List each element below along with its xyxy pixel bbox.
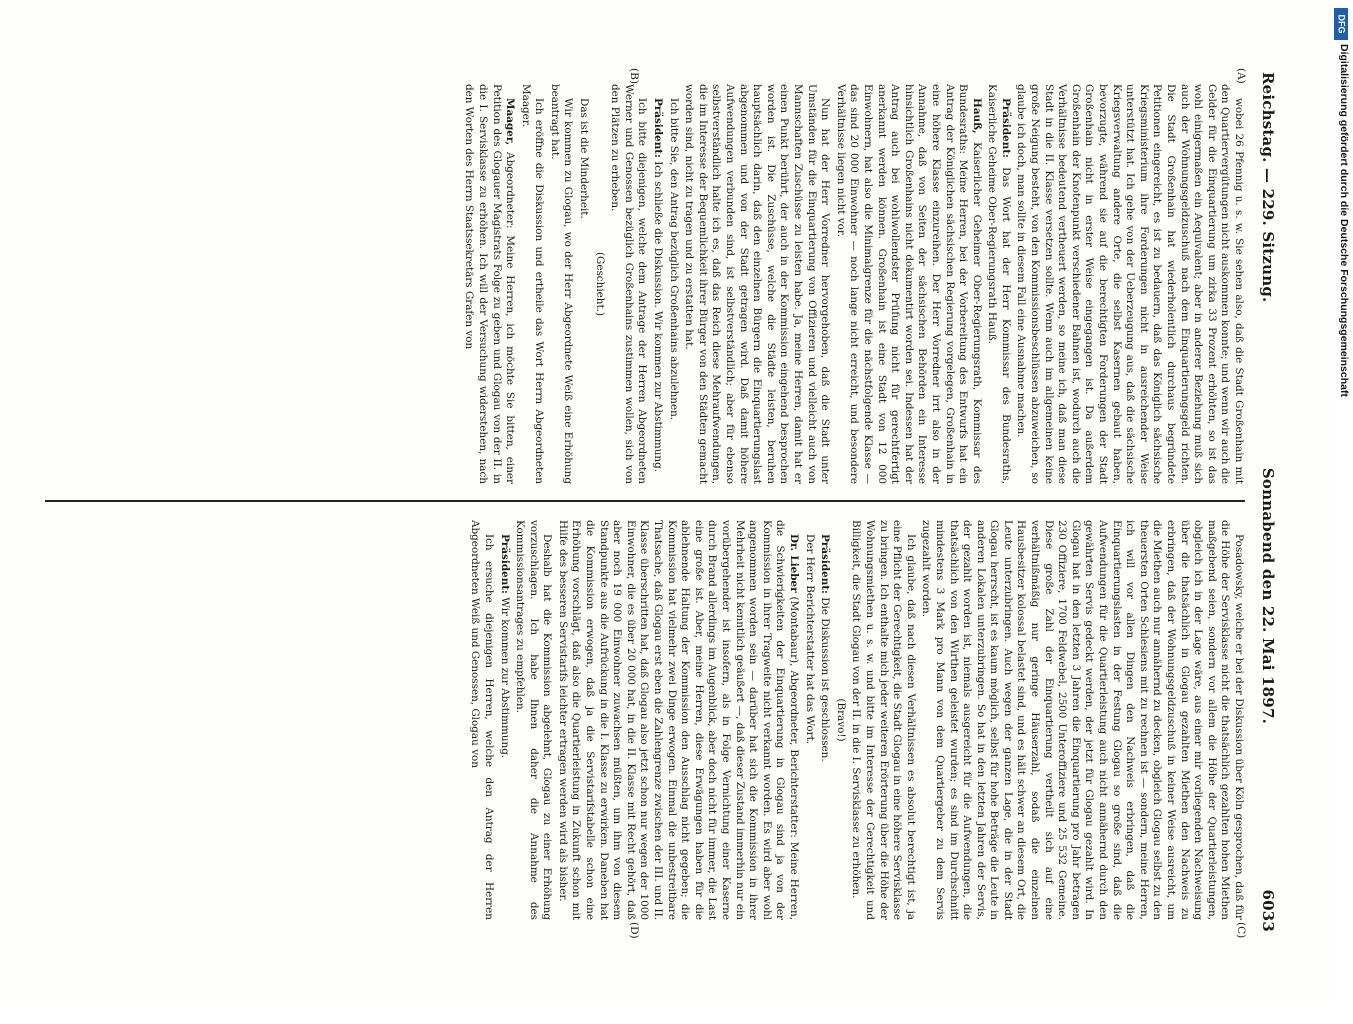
paragraph: Deshalb hat die Kommission abgelehnt, Glogau zu einer Erhöhung vorzuschlagen. Ich habe Ihnen daher die Annahme des Kommissionsantrages zu empfehlen. <box>514 520 554 920</box>
marker-c: (C) <box>1235 922 1247 939</box>
paragraph: Der Herr Berichterstatter hat das Wort. <box>803 534 816 745</box>
paragraph: Das ist die Minderheit. <box>578 98 591 219</box>
marker-b: (B) <box>628 68 640 84</box>
speech-text: Die Diskussion ist geschlossen. <box>819 593 832 762</box>
digitization-credit-bar <box>1330 0 1353 1000</box>
speaker-name: Hauß, <box>970 98 983 134</box>
speech-text: Wir kommen zur Abstimmung. <box>498 593 511 759</box>
digitization-credit: Digitalisierung gefördert durch die Deutsche Forschungsgemeinschaft <box>1338 44 1350 397</box>
speech-text: Abgeordneter: Meine Herren, ich möchte Sie bitten, einer Petition des Glogauer Magistrats Folge zu geben und Glogau von der II. in die I. Servisklasse zu erhöhen. Ich will der Versuchung widerstehen, nach den Worten des Herrn Staatssekretärs Grafen von <box>463 84 517 484</box>
speech-text: Ich schließe die Diskussion. Wir kommen zur Abstimmung. <box>652 157 665 473</box>
stage-direction: (Bravo!) <box>834 698 847 742</box>
paragraph: Wir kommen zu Glogau, wo der Herr Abgeordnete Weiß eine Erhöhung beantragt hat. <box>548 84 575 484</box>
paragraph <box>985 84 1012 484</box>
paragraph: Ich eröffne die Diskussion und ertheile das Wort Herrn Abgeordneten Maager. <box>519 84 546 484</box>
paragraph: wobei 26 Pfennig u. s. w. Sie sehen also, daß die Stadt Großenhain mit den Quartiervergütungen nicht auskommen konnte; und wenn wir auch die Gelder für die Einquartierung um zirka 33 Prozent erhöhten, so ist das wohl einigermaßen ein Aequivalent; aber in anderer Beziehung muß sich auch der Wohnungsgeldzuschuß nach dem Einquartierungsgeld richten. Die Stadt Großenhain hat wiederholentlich durchaus begründete Petitionen eingereicht, es ist zu bedauern, daß das Königlich sächsische Kriegsministerium ihre Forderungen nicht in ausreichender Weise unterstützt hat. Ich gehe von der Ueberzeugung aus, daß die sächsische Kriegsverwaltung andere Orte, die selbst Kasernen gebaut haben, bevorzugte, während sie auf die berechtigten Forderungen der Stadt Großenhain nicht in erster Weise eingegangen ist. Da außerdem Großenhain der Knotenpunkt verschiedener Bahnen ist, wodurch auch die Verhältnisse bedeutend vertheuert werden, so meine ich, daß man diese Stadt in die II. Klasse versetzen sollte. Wenn auch im allgemeinen keine große Neigung besteht, von den Kommissionsbeschlüssen abzuweichen, so glaube ich doch, man sollte in diesem Fall eine Ausnahme machen. <box>1015 84 1245 484</box>
marker-d: (D) <box>628 922 640 939</box>
speaker-name: Präsident: <box>498 534 511 594</box>
speaker-name: Präsident: <box>819 534 832 594</box>
paragraph <box>818 520 832 920</box>
paragraph <box>497 520 511 920</box>
paragraph: Posadowsky, welche er bei der Diskussion über Köln gesprochen, daß für die Höhe der Servisklasse nicht die thatsächlich gezahlten hohen Miethen maßgebend seien, sondern vor allem die Höhe der Quartierleistungen, obgleich ich in der Lage wäre, aus einer mir vorliegenden Nachweisung über die thatsächlich in Glogau gezahlten Miethen den Nachweis zu erbringen, daß der Wohnungsgeldzuschuß in keiner Weise ausreicht, um die Miethen auch nur annähernd zu decken, obgleich Glogau selbst zu den theuersten Orten Schlesiens mit zu rechnen ist — sondern, meine Herren, ich will vor allen Dingen den Nachweis erbringen, daß die Einquartierungslasten in der Festung Glogau so große sind, daß die Aufwendungen für die Quartierleistung auch nicht annähernd durch den gewährten Servis gedeckt werden, der jetzt für Glogau gezahlt wird. In Glogau hat in den letzten 3 Jahren die Einquartierung pro Jahr betragen 230 Offiziere, 1700 Feldwebel, 2500 Unteroffiziere und 25 532 Gemeine. Diese große Zahl der Einquartierung vertheilt sich auf eine verhältnißmäßig nur geringe Häuserzahl, sodaß die einzelnen Hausbesitzer kolossal belastet sind, und es hält schwer an diesem Ort, die Leute unterzubringen. Auch wegen der ganzen Lage, die in der Stadt Glogau herrscht, ist es kaum möglich, selbst für hohe Beträge die Leute in anderen Lokalen unterzubringen. So hat in den letzten Jahren der Servis, der gezahlt worden ist, niemals ausgereicht für die Aufwendungen, die thatsächlich von den Wirthen geleistet wurden; es sind im Durchschnitt mindestens 3 Mark pro Mann von dem Quartiergeber zu dem Servis zugezahlt worden. <box>920 520 1245 920</box>
dfg-logo <box>1334 8 1348 40</box>
marker-a: (A) <box>1235 68 1247 84</box>
speaker-name: Präsident: <box>999 98 1012 158</box>
paragraph <box>462 84 516 484</box>
right-column <box>45 520 1245 920</box>
column-divider <box>45 500 1245 502</box>
header-date: Sonnabend den 22. Mai 1897. <box>1259 467 1277 724</box>
page-header <box>1251 72 1285 932</box>
paragraph: Ich ersuche diejenigen Herren, welche den Antrag der Herren Abgeordneten Weiß und Genossen, Glogau von <box>469 520 495 920</box>
speaker-name: Präsident: <box>652 98 665 158</box>
dfg-logo-text: DFG <box>1336 14 1346 34</box>
paragraph: Ich bitte Sie, den Antrag bezüglich Großenhains abzulehnen. <box>667 98 680 421</box>
left-column <box>45 84 1245 484</box>
paragraph: Ich bitte diejenigen, welche dem Antrage der Herren Abgeordneten Werner und Genossen bezüglich Großenhains zustimmen wollen, sich von den Plätzen zu erheben. <box>609 84 649 484</box>
speech-text: Das Wort hat der Herr Kommissar des Bundesraths, Kaiserliche Geheime Ober-Regierungsrath Hauß. <box>986 84 1012 484</box>
paragraph <box>833 84 983 484</box>
paragraph <box>650 84 664 484</box>
header-session: Reichstag. — 229. Sitzung. <box>1259 72 1277 303</box>
paragraph <box>555 520 800 920</box>
header-page-number: 6033 <box>1259 889 1277 932</box>
speaker-name: Maager, <box>504 98 517 146</box>
speaker-name: Dr. Lieber <box>788 534 800 593</box>
paragraph: Nun hat der Herr Vorredner hervorgehoben, daß die Stadt unter Umständen für die Einquartierung von Offizieren und vielleicht auch von Mannschaften Zuschüsse zu leisten habe. Ja, meine Herren, damit hat er einen Punkt berührt, der auch in der Kommission eingehend besprochen worden ist. Die Zuschüsse, welche die Städte leisten, beruhen hauptsächlich darin, daß den einzelnen Bürgern die Einquartierungslast abgenommen und von der Stadt getragen wird. Daß damit höhere Aufwendungen verbunden sind, ist selbstverständlich; aber für ebenso selbstverständlich halte ich es, daß das Reich diese Mehraufwendungen, die im Interesse der Bequemlichkeit ihrer Bürger von den Städten gemacht worden sind, nicht zu tragen und zu erstatten hat. <box>683 84 832 484</box>
speech-text: Kaiserlicher Geheimer Ober-Regierungsrath, Kommissar des Bundesraths: Meine Herren, bei der Vorbereitung des Entwurfs hat ein Antrag der Königlichen sächsischen Regierung vorgelegen, Großenhain in eine höhere Klasse einzureihen. Der Herr Vorredner irrt also in der Annahme, daß von Seiten der sächsischen Behörden ein Interesse hinsichtlich Großenhains nicht dokumentirt worden sei. Indessen hat der Antrag auch bei wohlwollendster Prüfung nicht für gerechtfertigt anerkannt werden können. Großenhain ist eine Stadt von 12 000 Einwohnern, hat also die Minimalgrenze für die nächstfolgende Klasse — das sind 20 000 Einwohner — noch lange nicht erreicht, und besondere Verhältnisse liegen nicht vor. <box>834 84 983 484</box>
paragraph: Ich glaube, daß nach diesen Verhältnissen es absolut berechtigt ist, ja eine Pflicht der Gerechtigkeit, die Stadt Glogau in eine höhere Servisklasse zu bringen. Ich enthalte mich jeder weiteren Erörterung über die Höhe der Wohnungsmiethen u. s. w. und bitte im Interesse der Gerechtigkeit und Billigkeit, die Stadt Glogau von der II. in die I. Servisklasse zu erhöhen. <box>850 520 917 920</box>
stage-direction: (Geschieht.) <box>593 251 606 317</box>
speech-text: (Montabaur), Abgeordneter, Berichterstatter: Meine Herren, die Schwierigkeiten der Einquartierung in Glogau sind ja von der Kommission in ihrer Tragweite nicht verkannt worden. Es wird aber wohl angenommen worden sein — darüber hat sich die Kommission in ihrer Mehrheit nicht kenntlich geäußert —, daß dieser Zustand immerhin nur ein vorübergehender ist insofern, als in Folge Vernichtung einer Kaserne durch Brand allerdings im Augenblick, aber doch nicht für immer, die Last eine große ist. Aber, meine Herren, diese Erwägungen haben für die ablehnende Haltung der Kommission den Ausschlag nicht gegeben; die Kommission hat vielmehr zwei Dinge erwogen. Einmal die unbestreitbare Thatsache, daß Glogau erst eben die Zahlengrenze zwischen der III. und II. Klasse überschritten hat, daß Glogau also jetzt schon nur wegen der 1000 Einwohner, die es über 20 000 hat, in die II. Klasse mit Recht gehört, daß aber noch 19 000 Einwohner zuwachsen müßten, um ihm von diesem Standpunkte aus die Aufrückung in die I. Klasse zu erwirken. Daneben hat die Kommission erwogen, daß ja die Servistarifstabelle schon eine Erhöhung vorschlägt, daß also die Quartierleistung in Zukunft schon mit Hilfe des besseren Servistarifs leichter ertragen werden wird als bisher. <box>556 520 800 920</box>
rotated-page-content <box>35 68 1285 939</box>
